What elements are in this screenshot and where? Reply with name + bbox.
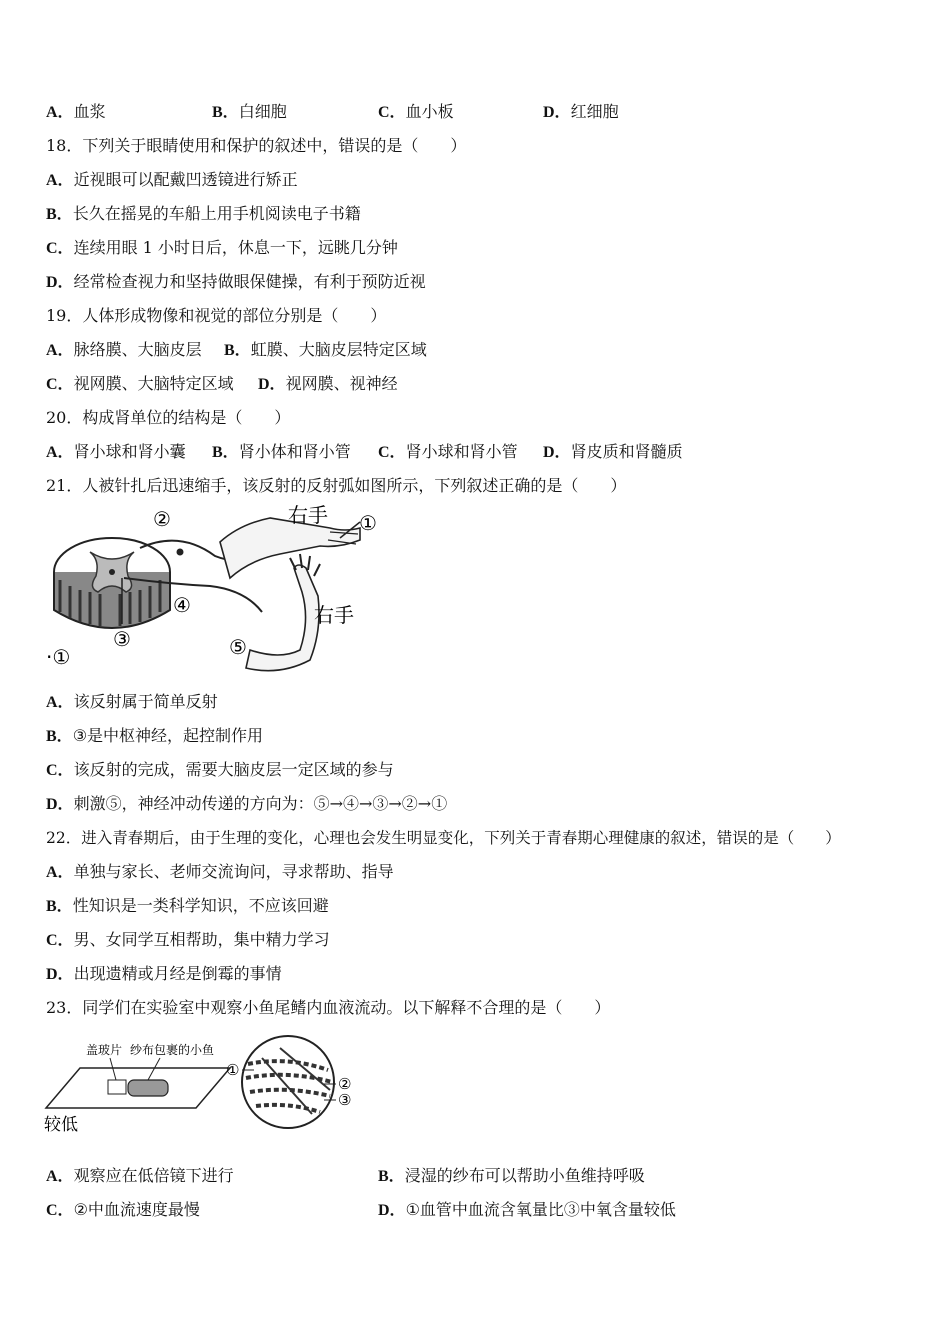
q21-option-c: C．该反射的完成，需要大脑皮层一定区域的参与: [46, 760, 394, 779]
label-right-hand-top: 右手: [288, 503, 328, 527]
q20-option-b: B．肾小体和肾小管: [212, 442, 351, 461]
label-1-bottom: ·①: [46, 645, 71, 669]
q19-option-b: B．虹膜、大脑皮层特定区域: [224, 340, 427, 359]
fish-tail-figure: [40, 1030, 380, 1140]
q22-option-d: D．出现遗精或月经是倒霉的事情: [46, 964, 282, 983]
q18-option-a: A．近视眼可以配戴凹透镜进行矫正: [46, 170, 298, 189]
spinal-cord-section: [54, 538, 170, 628]
label-4: ④: [173, 593, 191, 617]
slide-setup: [46, 1068, 230, 1108]
q18-option-d: D．经常检查视力和坚持做眼保健操，有利于预防近视: [46, 272, 426, 291]
q23-option-b: B．浸湿的纱布可以帮助小鱼维持呼吸: [378, 1166, 645, 1185]
field-of-view: [242, 1036, 334, 1128]
label-5: ⑤: [229, 635, 247, 659]
q19-option-c: C．视网膜、大脑特定区域: [46, 374, 234, 393]
q18-option-b: B．长久在摇晃的车船上用手机阅读电子书籍: [46, 204, 361, 223]
q23-stem: 23．同学们在实验室中观察小鱼尾鳍内血液流动。以下解释不合理的是（ ）: [46, 998, 611, 1017]
label-2: ②: [338, 1075, 352, 1093]
q19-stem: 19．人体形成物像和视觉的部位分别是（ ）: [46, 306, 387, 325]
q20-option-d: D．肾皮质和肾髓质: [543, 442, 683, 461]
label-1: ①: [226, 1061, 240, 1079]
q22-stem: 22．进入青春期后，由于生理的变化，心理也会发生明显变化，下列关于青春期心理健康的叙述，错误的是（ ）: [46, 829, 841, 847]
q17-option-b: B．白细胞: [212, 102, 287, 121]
label-low: 较低: [44, 1115, 78, 1135]
q20-option-a: A．肾小球和肾小囊: [46, 442, 186, 461]
q21-option-a: A．该反射属于简单反射: [46, 692, 218, 711]
q19-option-d: D．视网膜、视神经: [258, 374, 398, 393]
q18-stem: 18．下列关于眼睛使用和保护的叙述中，错误的是（ ）: [46, 136, 467, 155]
right-hand-top: [220, 518, 360, 578]
label-right-hand-bottom: 右手: [314, 603, 354, 627]
right-hand-bottom: [246, 565, 319, 671]
label-2: ②: [153, 507, 171, 531]
q20-option-c: C．肾小球和肾小管: [378, 442, 518, 461]
label-fish: 纱布包裹的小鱼: [130, 1043, 215, 1057]
q19-option-a: A．脉络膜、大脑皮层: [46, 340, 202, 359]
q23-option-a: A．观察应在低倍镜下进行: [46, 1166, 234, 1185]
q23-option-c: C．②中血流速度最慢: [46, 1200, 200, 1219]
q17-option-d: D．红细胞: [543, 102, 619, 121]
q22-option-a: A．单独与家长、老师交流询问，寻求帮助、指导: [46, 862, 394, 881]
q20-stem: 20．构成肾单位的结构是（ ）: [46, 408, 291, 427]
q21-option-d: D．刺激⑤，神经冲动传递的方向为：⑤→④→③→②→①: [46, 794, 448, 813]
label-1: ①: [359, 511, 377, 535]
label-3: ③: [113, 627, 131, 651]
q22-option-c: C．男、女同学互相帮助，集中精力学习: [46, 930, 330, 949]
q21-stem: 21．人被针扎后迅速缩手，该反射的反射弧如图所示，下列叙述正确的是（ ）: [46, 476, 627, 495]
reflex-arc-figure: [40, 500, 400, 680]
label-coverslip: 盖玻片: [86, 1043, 123, 1057]
q17-option-c: C．血小板: [378, 102, 454, 121]
q22-option-b: B．性知识是一类科学知识，不应该回避: [46, 896, 329, 915]
label-3: ③: [338, 1091, 352, 1109]
q21-option-b: B．③是中枢神经，起控制作用: [46, 726, 264, 745]
q17-option-a: A．血浆: [46, 102, 106, 121]
q18-option-c: C．连续用眼 1 小时日后，休息一下，远眺几分钟: [46, 238, 398, 257]
q23-option-d: D．①血管中血流含氧量比③中氧含量较低: [378, 1200, 676, 1219]
